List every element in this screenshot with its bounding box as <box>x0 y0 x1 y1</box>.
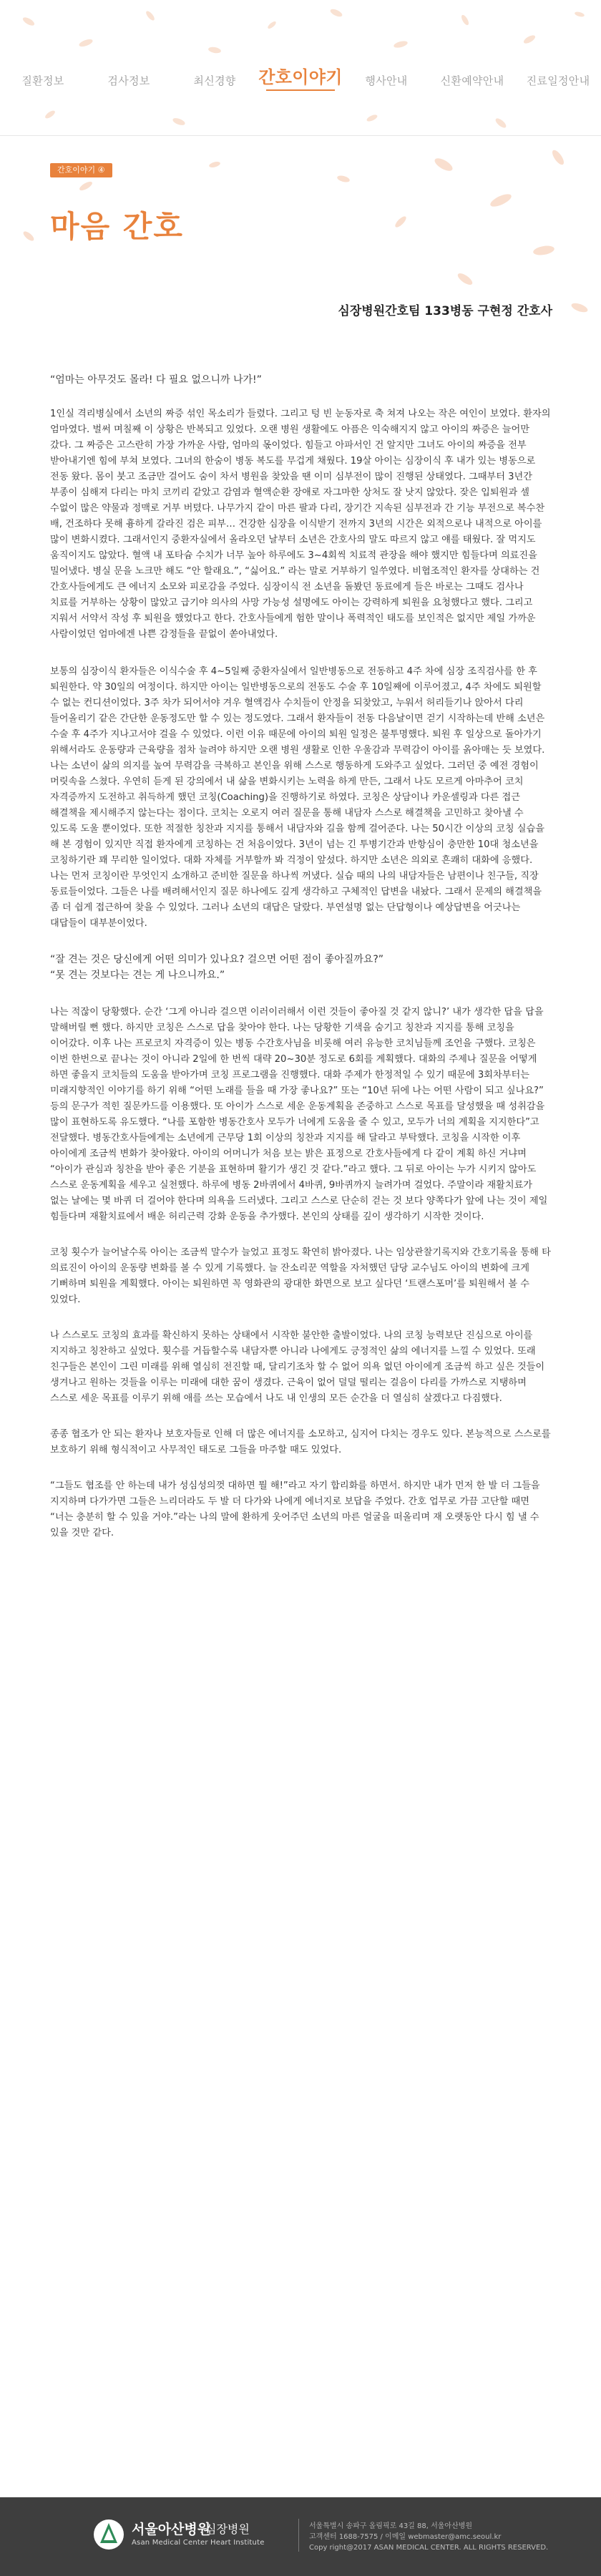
paragraph: 보통의 심장이식 환자들은 이식수술 후 4~5일째 중환자실에서 일반병동으로 전동하고 4주 차에 심장 조직검사를 한 후 퇴원한다. 약 30일의 여정이다. 하지만 아이는 일반병동으로의 전동도 수술 후 10일째에 이루어졌고, 4주 차에도 퇴원할 수 없는 컨디션이었다. 3주 차가 되어서야 겨우 혈액검사 수치들이 안정을 되찾았고, 누워서 허리들기나 앉아서 다리 들어올리기 같은 간단한 운동정도만 할 수 있는 정도였다. 그래서 환자들이 전동 다음날이면 걷기 시작하는데 반해 소년은 수술 후 4주가 지나고서야 걸을 수 있었다. 이런 이유 때문에 아이의 퇴원 일정은 불투명했다. 퇴원 후 일상으로 돌아가기 위해서라도 운동량과 근육량을 점차 늘려야 하지만 오랜 병원 생활로 인한 우울감과 무력감이 아이를 옭아매는 듯 보였다. 나는 소년이 삶의 의지를 높여 무력감을 극복하고 본인을 위해 스스로 행동하게 도와주고 싶었다. 그러던 중 예전 경험이 머릿속을 스쳤다. 우연히 듣게 된 강의에서 내 삶을 변화시키는 노력을 하게 만든, 그래서 나도 모르게 아마추어 코치 자격증까지 도전하고 취득하게 했던 코칭(Coaching)을 진행하기로 하였다. 코칭은 상담이나 카운셀링과 다른 접근 해결책을 제시해주지 않는다는 점이다. 코치는 오로지 여러 질문을 통해 내담자 스스로 해결책을 고민하고 찾아낼 수 있도록 도울 뿐이었다. 또한 적절한 칭찬과 지지를 통해서 내담자와 길을 함께 걸어준다. 나는 50시간 이상의 코칭 실습을 해 본 경험이 있지만 직접 환자에게 코칭하는 건 처음이었다. 3년이 넘는 긴 투병기간과 반항심이 충만한 10대 청소년을 코칭하기란 꽤 무리한 일이었다. 대화 자체를 거부할까 봐 걱정이 앞섰다. 하지만 소년은 의외로 흔쾌히 대화에 응했다. 나는 먼저 코칭이란 무엇인지 소개하고 준비한 질문을 하나씩 꺼냈다. 실습 때의 나의 내담자들은 남편이나 친구들, 직장 동료들이었다. 그들은 나를 배려해서인지 질문 하나에도 깊게 생각하고 구체적인 답변을 내놨다. 그래서 문제의 해결책을 좀 더 쉽게 접근하여 찾을 수 있었다. 그러나 소년의 대답은 달랐다. 부연설명 없는 단답형이나 예상답변을 어긋나는 대답들이 대부분이었다. <box>50 666 545 929</box>
paragraph: 나 스스로도 코칭의 효과를 확신하지 못하는 상태에서 시작한 불안한 출발이었다. 나의 코칭 능력보단 진심으로 아이를 지지하고 칭찬하고 싶었다. 횟수를 거듭할수록 내담자뿐 아니라 나에게도 긍정적인 삶의 에너지를 느낄 수 있었다. 또래 친구들은 본인이 그린 미래를 위해 열심히 전진할 때, 달리기조차 할 수 없어 의욕 없던 아이에게 조금씩 하고 싶은 것들이 생겨나고 원하는 것들을 이루는 미래에 대한 꿈이 생겼다. 근육이 없어 덜덜 떨리는 걸음이 다리를 가까스로 지탱하며 스스로 세운 목표를 이루기 위해 애를 쓰는 모습에서 나도 내 인생의 모든 순간을 더 열심히 살겠다고 다짐했다. <box>50 1330 545 1404</box>
page-title: 마음 간호 <box>50 209 184 244</box>
dialogue-quote <box>50 952 551 983</box>
tab-4[interactable]: 행사안내 <box>365 74 408 87</box>
question-quote: “잘 견는 것은 당신에게 어떤 의미가 있나요? 걸으면 어떤 점이 좋아질까요?” <box>50 954 384 965</box>
top-nav <box>0 0 601 136</box>
logo-sub: 심장병원 <box>205 2522 250 2536</box>
tab-0[interactable]: 질환정보 <box>21 74 64 87</box>
paragraph: 1인실 격리병실에서 소년의 짜증 섞인 목소리가 들렸다. 그리고 텅 빈 눈동자로 축 쳐져 나오는 작은 여인이 보였다. 환자의 엄마였다. 벌써 며칠째 이 상황은 반복되고 있었다. 오랜 병원 생활에도 아픔은 익숙해지지 않고 아이의 짜증은 늘어만 갔다. 그 짜증은 고스란히 가장 가까운 사람, 엄마의 몫이었다. 힘들고 아파서인 건 알지만 그녀도 아이의 짜증을 전부 받아내기엔 힘에 부쳐 보였다. 그녀의 한숨이 병동 복도를 무겁게 채웠다. 19살 아이는 심장이식 후 내가 있는 병동으로 전동 왔다. 몸이 붓고 조금만 걸어도 숨이 차서 병원을 찾았을 땐 이미 심부전이 많이 진행된 상태였다. 그때부터 3년간 부종이 심해져 다리는 마치 코끼리 같았고 감염과 혈액순환 장애로 자그마한 상처도 잘 낫지 않았다. 잦은 입퇴원과 셀 수없이 많은 약물과 정맥로 거부 버텼다. 나무가지 같이 마른 팔과 다리, 장기간 지속된 심부전과 간 기능 부전으로 복수찬 배, 건조하다 못해 흉하게 갈라진 검은 피부… 건강한 심장을 이식받기 전까지 3년의 시간은 외적으로나 내적으로 아이를 많이 변화시켰다. 그래서인지 중환자실에서 올라오던 날부터 소년은 간호사의 말도 따르지 않고 얘를 태웠다. 잘 먹지도 움직이지도 않았다. 혈액 내 포타슘 수치가 너무 높아 하루에도 3~4회씩 치료적 관장을 해야 했지만 힘들다며 의료진을 밀어냈다. 병실 문을 노크만 해도 “안 할래요.”, “싫어요.” 라는 말로 거부하기 일쑤였다. 비협조적인 환자를 상대하는 건 간호사들에게도 큰 에너지 소모와 피로감을 주었다. 심장이식 전 소년을 돌봤던 동료에게 들은 바로는 그때도 검사나 치료를 거부하는 상황이 많았고 급기야 의사의 사망 가능성 설명에도 아이는 강력하게 퇴원을 요청했다고 했다. 그리고 지워서 서약서 작성 후 퇴원을 했었다고 한다. 간호사들에게 험한 말이나 폭력적인 태도를 보인적은 없지만 제일 가까운 사람이었던 엄마에겐 나쁜 감정들을 끝없이 쏟아내었다. <box>50 409 551 640</box>
opening-quote: “엄마는 아무것도 몰라! 다 필요 없으니까 나가!” <box>50 374 262 386</box>
category-tabs <box>0 61 601 99</box>
paragraph: 나는 적잖이 당황했다. 순간 ‘그게 아니라 걸으면 이러이러해서 이런 것들이 좋아질 것 같지 않니?’ 내가 생각한 답을 답을 말해버릴 뻔 했다. 하지만 코칭은 스스로 답을 찾아야 한다. 나는 당황한 기색을 숨기고 칭찬과 지지를 통해 코칭을 이어갔다. 이후 나는 프로코치 자격증이 있는 병동 수간호사님을 비롯해 여러 유능한 코치님들께 조언을 구했다. 코칭은 이번 한번으로 끝나는 것이 아니라 2일에 한 번씩 대략 20~30분 정도로 6회를 계획했다. 대화의 주제나 질문을 어떻게 하면 좋을지 코치들의 도움을 받아가며 코칭 프로그램을 진행했다. 대화 주제가 한정적일 수 있기 때문에 3회차부터는 미래지향적인 이야기를 하기 위해 “어떤 노래를 들을 때 가장 좋나요?” 또는 “10년 뒤에 나는 어떤 사람이 되고 싶나요?” 등의 문구가 적힌 질문카드를 이용했다. 또 아이가 스스로 세운 운동계획을 존중하고 스스로 목표를 달성했을 때 성취감을 많이 표현하도록 유도했다. “나를 포함한 병동간호사 모두가 너에게 도움을 줄 수 있고, 모두가 너의 계획을 지지한다”고 전달했다. 병동간호사들에게는 소년에게 근무당 1회 이상의 칭찬과 지지를 해 달라고 부탁했다. 코칭을 시작한 이후 아이에게 조금씩 변화가 찾아왔다. 아이의 어머니가 처음 보는 밝은 표정으로 간호사들에게 다 같이 계획 하신 거냐며 “아이가 관심과 칭찬을 받아 좋은 기분을 표현하며 활기가 생긴 것 같다.”라고 했다. 그 뒤로 아이는 누가 시키지 않아도 스스로 운동계획을 세우고 실천했다. 하루에 병동 2바퀴에서 4바퀴, 9바퀴까지 늘려가며 걸었다. 주말이라 재활치료가 없는 날에는 몇 바퀴 더 걸어야 한다며 의욕을 드러냈다. 그리고 스스로 단순히 걷는 것 보다 양쪽다가 앞에 나는 것이 제일 힘들다며 재활치료에서 배운 허리근력 강화 운동을 추가했다. 본인의 상태를 깊이 생각하기 시작한 것이다. <box>50 1007 548 1222</box>
author-byline: 심장병원간호팀 133병동 구현정 간호사 <box>338 304 552 318</box>
footer <box>0 2497 601 2576</box>
footer-info <box>309 2521 581 2553</box>
category-badge: 간호이야기 ④ <box>50 163 112 177</box>
article-body <box>50 372 551 1541</box>
tab-1[interactable]: 검사정보 <box>107 74 150 87</box>
tab-5[interactable]: 신환예약안내 <box>440 74 504 87</box>
paragraph: “그들도 협조를 안 하는데 내가 성심성의껏 대하면 뭘 해!”라고 자기 합리화를 하면서. 하지만 내가 먼저 한 발 더 그들을 지지하며 다가가면 그들은 느리더라도 두 발 더 다가와 나에게 에너지로 보답을 주었다. 간호 업무로 가끔 고단할 때면 “너는 충분히 할 수 있을 거야.”라는 나의 말에 환하게 웃어주던 소년의 마른 얼굴을 떠올리며 재 오랫동안 다시 힘 낼 수 있을 것만 같다. <box>50 1480 540 1538</box>
footer-divider <box>298 2519 299 2552</box>
tab-6[interactable]: 진료일정안내 <box>526 74 590 87</box>
logo-name-ko: 서울아산병원 <box>132 2522 211 2537</box>
footer-copyright: Copy right@2017 ASAN MEDICAL CENTER. ALL RIGHTS RESERVED. <box>309 2544 549 2552</box>
footer-address: 서울특별시 송파구 올림픽로 43길 88, 서울아산병원 <box>309 2522 473 2530</box>
hospital-logo-icon <box>93 2519 124 2550</box>
tab-2[interactable]: 최신경향 <box>193 74 236 87</box>
answer-quote: “못 견는 것보다는 견는 게 나으니까요.” <box>50 970 225 981</box>
tab-3[interactable]: 간호이야기 <box>258 51 343 99</box>
paragraph: 코칭 횟수가 늘어날수록 아이는 조금씩 말수가 늘었고 표정도 확연히 밝아졌다. 나는 임상관찰기록지와 간호기록을 통해 타 의료진이 아이의 운동량 변화를 볼 수 있게 기록했다. 늘 잔소리꾼 역할을 자처했던 담당 교수님도 아이의 변화에 크게 기뻐하며 퇴원을 계획했다. 아이는 퇴원하면 꼭 영화관의 광대한 화면으로 보고 싶다던 ‘트랜스포머’를 퇴원해서 볼 수 있었다. <box>50 1247 551 1305</box>
paragraph: 종종 협조가 안 되는 환자나 보호자들로 인해 더 많은 에너지를 소모하고, 심지어 다치는 경우도 있다. 본능적으로 스스로를 보호하기 위해 형식적이고 사무적인 태도로 그들을 마주할 때도 있었다. <box>50 1429 551 1455</box>
logo-name-en: Asan Medical Center Heart Institute <box>132 2539 265 2547</box>
footer-contact: 고객센터 1688-7575 / 이메일 webmaster@amc.seoul.kr <box>309 2533 502 2541</box>
